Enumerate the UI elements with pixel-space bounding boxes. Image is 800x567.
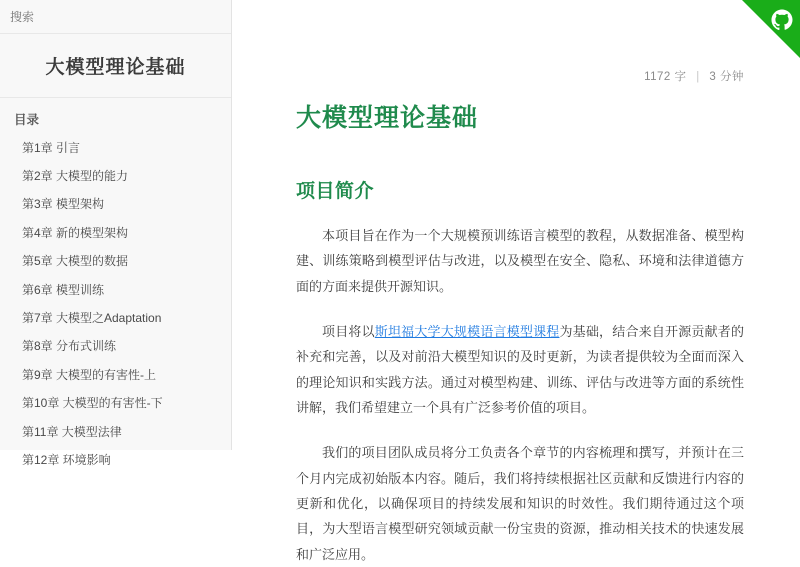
stanford-course-link[interactable]: 斯坦福大学大规模语言模型课程 [374,324,560,340]
paragraph-1: 本项目旨在作为一个大规模预训练语言模型的教程，从数据准备、模型构建、训练策略到模型评估与改进，以及模型在安全、隐私、环境和法律道德方面的方面来提供开源知识。 [296,228,744,294]
toc-heading: 目录 [14,112,40,127]
page-title: 大模型理论基础 [296,104,479,132]
document-meta [296,0,744,84]
sidebar [0,0,232,467]
word-count: 1172 字 [644,71,687,83]
sidebar-item-chapter-6[interactable]: 第6章 模型训练 [22,282,105,297]
site-title-block [0,34,231,98]
paragraph-2-suffix: 为基础，结合来自开源贡献者的补充和完善，以及对前沿大模型知识的及时更新，为读者提供较为全面而深入的理论知识和实践方法。通过对模型构建、训练、评估与改进等方面的系统性讲解，我们希望建立一个具有广泛参考价值的项目。 [296,324,744,416]
sidebar-item-chapter-4[interactable]: 第4章 新的模型架构 [22,225,129,240]
sidebar-item-chapter-7[interactable]: 第7章 大模型之Adaptation [22,311,162,326]
search-input[interactable] [10,10,190,24]
section-heading-intro: 项目简介 [296,181,375,202]
site-title[interactable]: 大模型理论基础 [45,57,186,78]
sidebar-item-chapter-10[interactable]: 第10章 大模型的有害性-下 [22,396,163,411]
meta-separator: | [696,71,700,83]
sidebar-item-chapter-1[interactable]: 第1章 引言 [22,140,81,155]
read-time: 3 分钟 [709,71,744,83]
sidebar-item-chapter-12[interactable]: 第12章 环境影响 [22,452,111,467]
main-content [232,0,800,562]
sidebar-item-chapter-5[interactable]: 第5章 大模型的数据 [22,254,129,269]
search-bar[interactable] [0,0,231,34]
toc-list [0,134,231,475]
github-octocat-icon[interactable] [770,8,794,32]
sidebar-item-chapter-3[interactable]: 第3章 模型架构 [22,197,105,212]
sidebar-item-chapter-9[interactable]: 第9章 大模型的有害性-上 [22,367,157,382]
sidebar-item-chapter-8[interactable]: 第8章 分布式训练 [22,339,117,354]
paragraph-2 [296,319,744,420]
paragraph-2-prefix: 项目将以 [322,324,375,340]
sidebar-item-chapter-11[interactable]: 第11章 大模型法律 [22,424,122,439]
paragraph-3: 我们的项目团队成员将分工负责各个章节的内容梳理和撰写，并预计在三个月内完成初始版本内容。随后，我们将持续根据社区贡献和反馈进行内容的更新和优化，以确保项目的持续发展和知识的时效性。我们期待通过这个项目，为大型语言模型研究领域贡献一份宝贵的资源，推动相关技术的快速发展和广泛应用。 [296,445,744,562]
sidebar-item-chapter-2[interactable]: 第2章 大模型的能力 [22,169,129,184]
